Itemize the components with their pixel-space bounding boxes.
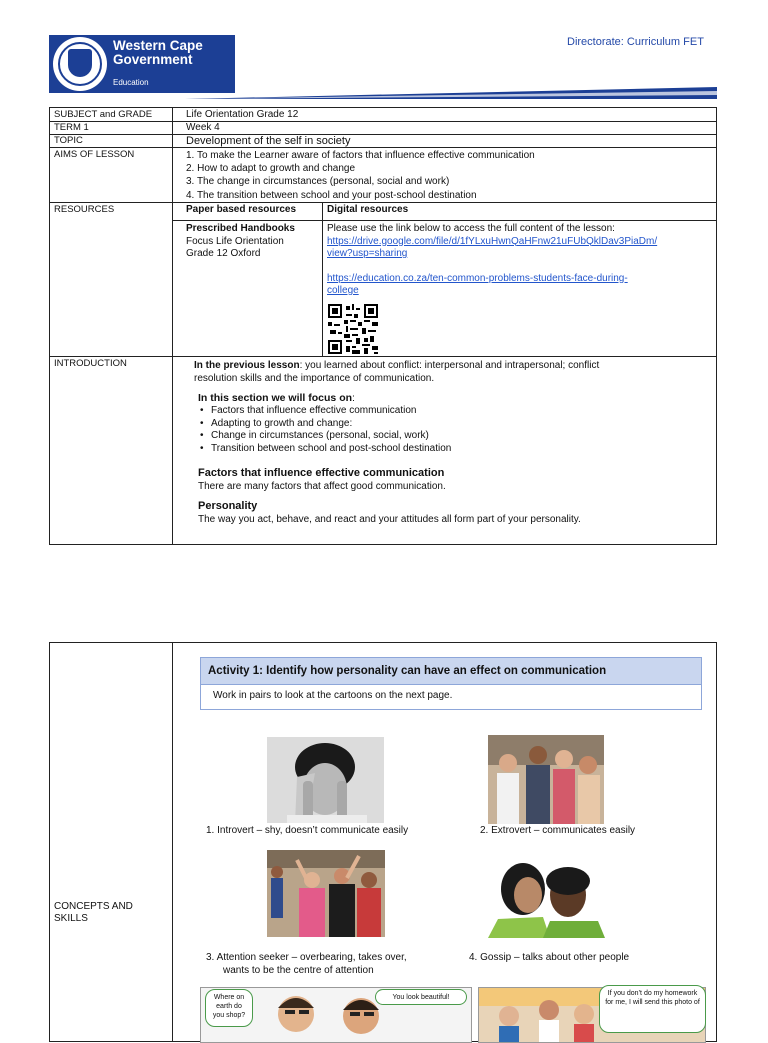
list-item: • Change in circumstances (personal, social, work)	[198, 430, 704, 443]
aim-item: 2. How to adapt to growth and change	[186, 163, 356, 175]
aim-item: 3. The change in circumstances (personal, social and work)	[186, 176, 450, 188]
education-link[interactable]: https://education.co.za/ten-common-problems-students-face-during-	[327, 272, 628, 284]
qr-code-icon[interactable]	[328, 304, 378, 354]
list-item: • Transition between school and post-school destination	[198, 443, 704, 456]
coat-of-arms-icon	[53, 37, 107, 91]
factors-text: There are many factors that affect good communication.	[198, 481, 446, 493]
activity-instruction: Work in pairs to look at the cartoons on the next page.	[200, 685, 702, 710]
drive-link[interactable]: https://drive.google.com/file/d/1fYLxuHwnQaHFnw21uFUbQklDav3PiaDm/	[327, 235, 658, 247]
drive-link-cont[interactable]: view?usp=sharing	[327, 248, 408, 259]
introvert-photo	[267, 737, 384, 823]
list-item: • Factors that influence effective communication	[198, 405, 704, 418]
paper-resources-heading: Paper based resources	[186, 204, 297, 215]
subject-value: Life Orientation Grade 12	[186, 109, 299, 120]
attention-seeker-photo	[267, 850, 385, 937]
education-link-cont[interactable]: college	[327, 285, 359, 296]
introduction-label: INTRODUCTION	[54, 358, 127, 369]
personality-heading: Personality	[198, 500, 258, 513]
gossip-photo	[488, 851, 605, 938]
introvert-caption: 1. Introvert – shy, doesn’t communicate easily	[206, 825, 409, 836]
extrovert-photo	[488, 735, 604, 824]
concepts-table	[49, 642, 717, 1042]
aim-item: 4. The transition between school and your post-school destination	[186, 189, 477, 201]
topic-label: TOPIC	[54, 135, 83, 146]
aims-label: AIMS OF LESSON	[54, 149, 135, 160]
department-name: Education	[113, 78, 149, 87]
activity-title: Activity 1: Identify how personality can have an effect on communication	[200, 657, 702, 685]
org-name: Western Cape Government	[113, 38, 203, 67]
gossip-caption: 4. Gossip – talks about other people	[469, 952, 630, 963]
focus-heading: In this section we will focus on	[198, 392, 353, 404]
digital-resources	[327, 223, 657, 298]
factors-heading: Factors that influence effective communication	[198, 467, 445, 480]
focus-list	[198, 405, 704, 455]
attention-seeker-caption: 3. Attention seeker – overbearing, takes over, wants to be the centre of attention	[206, 952, 407, 976]
resources-label: RESOURCES	[54, 204, 115, 215]
speech-bubble-beautiful: You look beautiful!	[375, 989, 467, 1005]
concepts-label: CONCEPTS AND SKILLS	[54, 901, 133, 924]
subject-label: SUBJECT and GRADE	[54, 109, 153, 120]
personality-text: The way you act, behave, and react and your attitudes all form part of your personality.	[198, 514, 581, 526]
directorate-title: Directorate: Curriculum FET	[567, 36, 704, 48]
speech-bubble-shop: Where on earth do you shop?	[205, 989, 253, 1027]
previous-lesson-heading: In the previous lesson	[194, 360, 300, 371]
introduction-content: In the previous lesson: you learned about conflict: interpersonal and intrapersonal; conflict resolution skills and the importance of communication. In this section we will focus on: • Factors that influence effective communication • Adapting to growth and change: • Change in circumstances (personal, social, work) • Transition between school and post-school destination Factors that influence effective communication There are many factors that affect good communication. Personality The way you act, behave, and react and your attitudes all form part of your personality.	[194, 359, 704, 526]
western-cape-logo	[49, 35, 235, 93]
extrovert-caption: 2. Extrovert – communicates easily	[480, 825, 636, 836]
header-stripe	[185, 87, 717, 99]
aims-list	[186, 149, 535, 202]
speech-bubble-homework: If you don’t do my homework for me, I will send this photo of	[599, 985, 706, 1033]
topic-value: Development of the self in society	[186, 135, 351, 147]
term-value: Week 4	[186, 122, 220, 133]
digital-intro: Please use the link below to access the full content of the lesson:	[327, 223, 615, 234]
list-item: • Adapting to growth and change:	[198, 418, 704, 431]
prescribed-handbooks: Prescribed Handbooks Focus Life Orientation Grade 12 Oxford	[186, 223, 295, 259]
lesson-info-table	[49, 107, 717, 545]
term-label: TERM 1	[54, 122, 89, 133]
aim-item: 1. To make the Learner aware of factors that influence effective communication	[186, 150, 535, 161]
digital-resources-heading: Digital resources	[327, 204, 409, 215]
